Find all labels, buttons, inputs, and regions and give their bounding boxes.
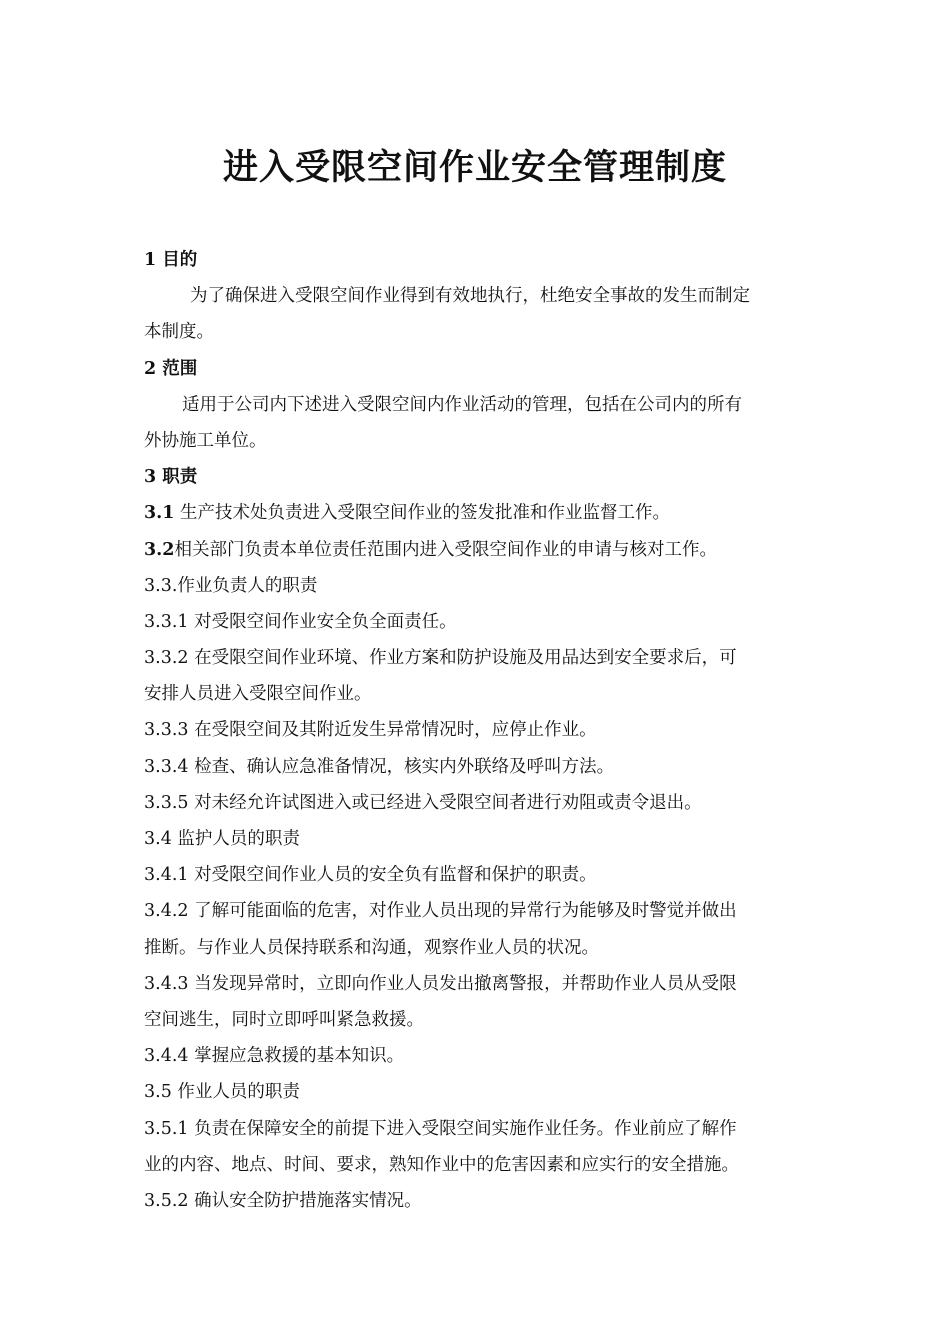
paragraph-line: 3.3.3 在受限空间及其附近发生异常情况时，应停止作业。 <box>144 720 597 741</box>
paragraph-line: 推断。与作业人员保持联系和沟通，观察作业人员的状况。 <box>144 937 599 958</box>
paragraph-line: 空间逃生，同时立即呼叫紧急救援。 <box>144 1009 424 1030</box>
paragraph-line: 3.3.5 对未经允许试图进入或已经进入受限空间者进行劝阻或责令退出。 <box>144 792 702 813</box>
paragraph-line: 3.3.2 在受限空间作业环境、作业方案和防护设施及用品达到安全要求后，可 <box>144 648 737 669</box>
clause-text: 生产技术处负责进入受限空间作业的签发批准和作业监督工作。 <box>174 503 671 524</box>
paragraph-line: 3.4.3 当发现异常时，立即向作业人员发出撤离警报，并帮助作业人员从受限 <box>144 973 737 994</box>
paragraph-line: 3.5.2 确认安全防护措施落实情况。 <box>144 1190 422 1211</box>
paragraph-line: 3.3.4 检查、确认应急准备情况，核实内外联络及呼叫方法。 <box>144 756 615 777</box>
paragraph-line: 为了确保进入受限空间作业得到有效地执行，杜绝安全事故的发生而制定 <box>190 286 750 307</box>
document-body <box>144 242 808 1219</box>
paragraph-line <box>144 532 808 568</box>
paragraph-line: 外协施工单位。 <box>144 430 267 451</box>
clause-number: 3.2 <box>144 539 175 560</box>
section-heading: 2 范围 <box>144 358 198 379</box>
paragraph-line: 3.3.作业负责人的职责 <box>144 575 318 596</box>
paragraph-line: 3.5.1 负责在保障安全的前提下进入受限空间实施作业任务。作业前应了解作 <box>144 1118 737 1139</box>
paragraph-line: 3.5 作业人员的职责 <box>144 1082 300 1103</box>
paragraph-line: 3.4 监护人员的职责 <box>144 829 300 849</box>
paragraph-line: 3.4.4 掌握应急救援的基本知识。 <box>144 1046 405 1067</box>
clause-number: 3.1 <box>144 503 175 524</box>
clause-text: 相关部门负责本单位责任范围内进入受限空间作业的申请与核对工作。 <box>174 539 717 560</box>
paragraph-line: 本制度。 <box>144 322 214 343</box>
paragraph-line: 3.4.1 对受限空间作业人员的安全负有监督和保护的职责。 <box>144 865 597 886</box>
paragraph-line: 3.3.1 对受限空间作业安全负全面责任。 <box>144 611 457 632</box>
section-heading: 1 目的 <box>144 250 198 270</box>
section-heading: 3 职责 <box>144 467 198 488</box>
paragraph-line: 安排人员进入受限空间作业。 <box>144 684 372 705</box>
document-title: 进入受限空间作业安全管理制度 <box>222 147 727 188</box>
paragraph-line: 适用于公司内下述进入受限空间内作业活动的管理，包括在公司内的所有 <box>182 394 742 415</box>
paragraph-line <box>144 495 808 531</box>
paragraph-line: 业的内容、地点、时间、要求，熟知作业中的危害因素和应实行的安全措施。 <box>144 1154 739 1175</box>
paragraph-line: 3.4.2 了解可能面临的危害，对作业人员出现的异常行为能够及时警觉并做出 <box>144 901 737 922</box>
